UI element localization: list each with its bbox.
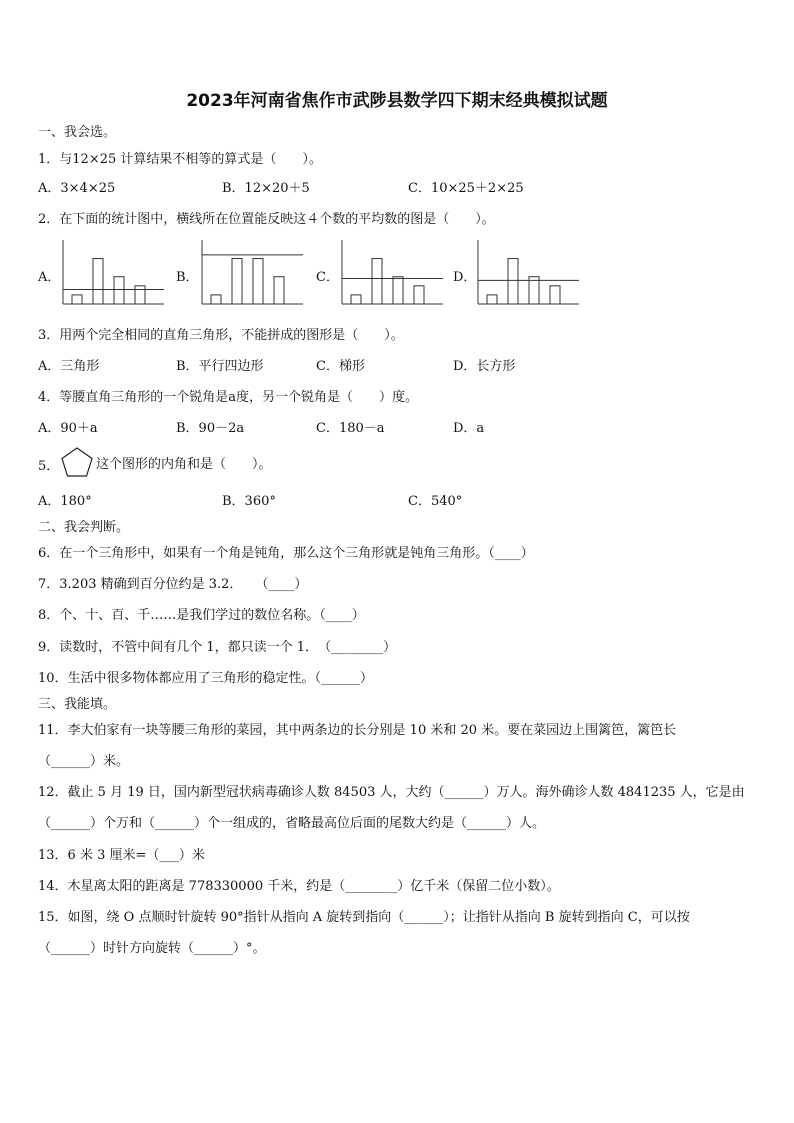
q11-line1: 11．李大伯家有一块等腰三角形的菜园，其中两条边的长分别是 10 米和 20 米。要在菜园边上围篱笆，篱笆长 [38, 723, 677, 738]
q1-option-c: C．10×25＋2×25 [408, 181, 524, 196]
chart-a-bar-3 [114, 277, 124, 304]
q2-label-d: D． [453, 270, 477, 285]
chart-b-bar-3 [253, 259, 263, 304]
q15-line2: （______）时针方向旋转（______）°。 [38, 941, 266, 956]
page-title: 2023年河南省焦作市武陟县数学四下期末经典模拟试题 [186, 91, 608, 111]
chart-c-bar-1 [351, 295, 361, 304]
q7-stem: 7．3.203 精确到百分位约是 3.2． （____） [38, 577, 308, 592]
q12-line2: （______）个万和（______）个一组成的，省略最高位后面的尾数大约是（______）人。 [38, 816, 546, 831]
q13-stem: 13．6 米 3 厘米=（___）米 [38, 848, 205, 863]
q4-option-a: A．90＋a [38, 421, 98, 436]
chart-d-bar-4 [550, 286, 560, 304]
q2-label-a: A． [38, 270, 61, 285]
q4-option-d: D．a [453, 421, 485, 436]
q5-number: 5． [38, 459, 60, 474]
q4-stem: 4．等腰直角三角形的一个锐角是a度，另一个锐角是（ ）度。 [38, 390, 419, 405]
q8-stem: 8．个、十、百、千……是我们学过的数位名称。（____） [38, 608, 365, 623]
section-3-heading: 三、我能填。 [38, 697, 117, 712]
chart-d-bar-1 [487, 295, 497, 304]
q2-stem: 2．在下面的统计图中，横线所在位置能反映这４个数的平均数的图是（ ）。 [38, 212, 495, 227]
q2-chart-a [62, 240, 164, 306]
q15-line1: 15．如图，绕 O 点顺时针旋转 90°指针从指向 A 旋转到指向（______）；让指针从指向 B 旋转到指向 C，可以按 [38, 910, 690, 925]
pentagon-figure [60, 446, 94, 478]
q2-label-c: C． [316, 270, 339, 285]
q1-option-b: B．12×20＋5 [222, 181, 310, 196]
q9-stem: 9．读数时，不管中间有几个 1，都只读一个 1． （________） [38, 640, 397, 655]
q3-option-d: D．长方形 [453, 359, 516, 374]
q14-stem: 14．木星离太阳的距离是 778330000 千米，约是（________）亿千米（保留二位小数）。 [38, 879, 560, 894]
q4-option-c: C．180－a [316, 421, 385, 436]
section-2-heading: 二、我会判断。 [38, 520, 130, 535]
q2-chart-b [201, 240, 303, 306]
q1-option-a: A．3×4×25 [38, 181, 116, 196]
q2-chart-d [477, 240, 579, 306]
chart-b-bar-1 [211, 295, 221, 304]
chart-a-bar-2 [93, 259, 103, 304]
q3-option-c: C．梯形 [316, 359, 365, 374]
chart-c-bar-3 [393, 277, 403, 304]
section-1-heading: 一、我会选。 [38, 125, 117, 140]
q5-option-c: C．540° [408, 494, 463, 509]
q12-line1: 12．截止 5 月 19 日，国内新型冠状病毒确诊人数 84503 人，大约（______）万人。海外确诊人数 4841235 人，它是由 [38, 785, 745, 800]
chart-a-bar-1 [72, 295, 82, 304]
q5-option-b: B．360° [222, 494, 276, 509]
q10-stem: 10．生活中很多物体都应用了三角形的稳定性。（______） [38, 671, 374, 686]
chart-c-bar-2 [372, 259, 382, 304]
q11-line2: （______）米。 [38, 754, 130, 769]
q3-option-a: A．三角形 [38, 359, 100, 374]
q2-chart-c [341, 240, 443, 306]
chart-c-bar-4 [414, 286, 424, 304]
q6-stem: 6．在一个三角形中，如果有一个角是钝角，那么这个三角形就是钝角三角形。（____） [38, 546, 534, 561]
chart-b-bar-2 [232, 259, 242, 304]
q3-stem: 3．用两个完全相同的直角三角形，不能拼成的图形是（ ）。 [38, 328, 404, 343]
chart-d-bar-2 [508, 259, 518, 304]
chart-b-bar-4 [274, 277, 284, 304]
chart-a-bar-4 [135, 286, 145, 304]
q5-option-a: A．180° [38, 494, 92, 509]
q4-option-b: B．90－2a [176, 421, 245, 436]
q5-stem: 这个图形的内角和是（ ）。 [96, 457, 272, 472]
q3-option-b: B．平行四边形 [176, 359, 264, 374]
q1-stem: 1．与12×25 计算结果不相等的算式是（ ）。 [38, 152, 322, 167]
q2-label-b: B． [176, 270, 199, 285]
